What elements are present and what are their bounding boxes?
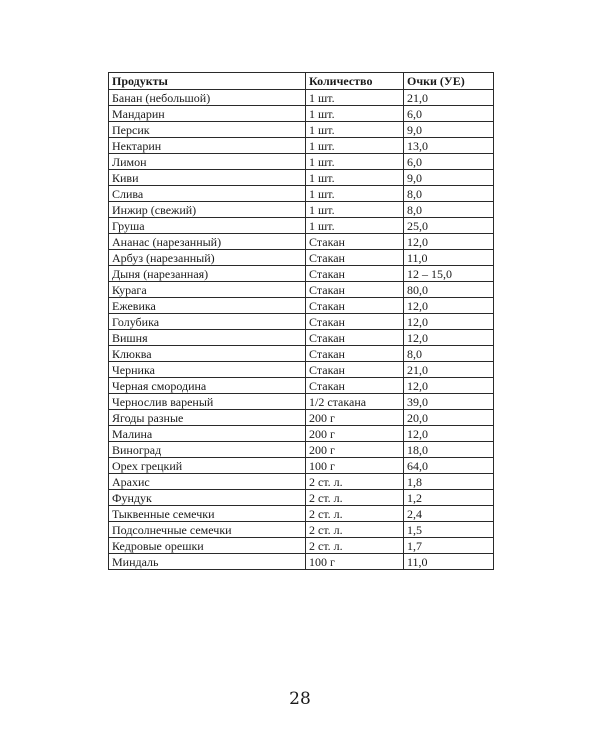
points-cell: 64,0 — [404, 458, 494, 474]
product-cell: Черная смородина — [109, 378, 306, 394]
quantity-cell: 2 ст. л. — [306, 522, 404, 538]
product-cell: Арахис — [109, 474, 306, 490]
points-cell: 8,0 — [404, 202, 494, 218]
quantity-cell: Стакан — [306, 298, 404, 314]
product-cell: Ежевика — [109, 298, 306, 314]
points-cell: 25,0 — [404, 218, 494, 234]
table-row — [109, 106, 494, 122]
points-cell: 39,0 — [404, 394, 494, 410]
header-points: Очки (УЕ) — [404, 73, 494, 90]
quantity-cell: 1 шт. — [306, 122, 404, 138]
table-row — [109, 490, 494, 506]
header-products: Продукты — [109, 73, 306, 90]
table-row — [109, 394, 494, 410]
table-row — [109, 170, 494, 186]
points-cell: 20,0 — [404, 410, 494, 426]
quantity-cell: Стакан — [306, 234, 404, 250]
product-cell: Слива — [109, 186, 306, 202]
quantity-cell: Стакан — [306, 314, 404, 330]
quantity-cell: Стакан — [306, 362, 404, 378]
product-cell: Груша — [109, 218, 306, 234]
quantity-cell: Стакан — [306, 330, 404, 346]
table-row — [109, 554, 494, 570]
table-row — [109, 538, 494, 554]
table-row — [109, 346, 494, 362]
quantity-cell: 200 г — [306, 410, 404, 426]
table-row — [109, 250, 494, 266]
points-cell: 1,8 — [404, 474, 494, 490]
product-cell: Нектарин — [109, 138, 306, 154]
quantity-cell: 1 шт. — [306, 154, 404, 170]
points-cell: 6,0 — [404, 106, 494, 122]
product-cell: Лимон — [109, 154, 306, 170]
points-cell: 12,0 — [404, 314, 494, 330]
quantity-cell: 1 шт. — [306, 170, 404, 186]
product-cell: Голубика — [109, 314, 306, 330]
points-cell: 12,0 — [404, 234, 494, 250]
page-number: 28 — [289, 689, 311, 709]
product-cell: Черника — [109, 362, 306, 378]
product-cell: Мандарин — [109, 106, 306, 122]
points-cell: 13,0 — [404, 138, 494, 154]
points-cell: 11,0 — [404, 250, 494, 266]
table-row — [109, 458, 494, 474]
quantity-cell: 200 г — [306, 442, 404, 458]
table-row — [109, 202, 494, 218]
table-row — [109, 218, 494, 234]
table-row — [109, 282, 494, 298]
product-cell: Кедровые орешки — [109, 538, 306, 554]
product-cell: Миндаль — [109, 554, 306, 570]
quantity-cell: 2 ст. л. — [306, 474, 404, 490]
points-cell: 21,0 — [404, 90, 494, 106]
header-quantity: Количество — [306, 73, 404, 90]
points-cell: 12,0 — [404, 426, 494, 442]
quantity-cell: Стакан — [306, 250, 404, 266]
quantity-cell: 100 г — [306, 554, 404, 570]
quantity-cell: 2 ст. л. — [306, 506, 404, 522]
table-row — [109, 330, 494, 346]
quantity-cell: 1/2 стакана — [306, 394, 404, 410]
quantity-cell: 1 шт. — [306, 218, 404, 234]
product-cell: Чернослив вареный — [109, 394, 306, 410]
table-row — [109, 266, 494, 282]
quantity-cell: 1 шт. — [306, 138, 404, 154]
quantity-cell: 200 г — [306, 426, 404, 442]
table-header-row — [109, 73, 494, 90]
points-cell: 12 – 15,0 — [404, 266, 494, 282]
points-cell: 1,2 — [404, 490, 494, 506]
points-cell: 18,0 — [404, 442, 494, 458]
table-row — [109, 138, 494, 154]
table-row — [109, 122, 494, 138]
table-body — [109, 90, 494, 570]
product-cell: Банан (небольшой) — [109, 90, 306, 106]
table-row — [109, 442, 494, 458]
points-cell: 1,7 — [404, 538, 494, 554]
product-cell: Курага — [109, 282, 306, 298]
table-row — [109, 186, 494, 202]
table-row — [109, 474, 494, 490]
table-row — [109, 362, 494, 378]
quantity-cell: Стакан — [306, 282, 404, 298]
product-cell: Малина — [109, 426, 306, 442]
quantity-cell: Стакан — [306, 346, 404, 362]
quantity-cell: Стакан — [306, 266, 404, 282]
points-cell: 8,0 — [404, 346, 494, 362]
product-cell: Дыня (нарезанная) — [109, 266, 306, 282]
table-row — [109, 410, 494, 426]
product-cell: Виноград — [109, 442, 306, 458]
product-cell: Подсолнечные семечки — [109, 522, 306, 538]
table-row — [109, 506, 494, 522]
product-cell: Тыквенные семечки — [109, 506, 306, 522]
product-cell: Ананас (нарезанный) — [109, 234, 306, 250]
points-cell: 21,0 — [404, 362, 494, 378]
table-row — [109, 154, 494, 170]
product-cell: Киви — [109, 170, 306, 186]
quantity-cell: 1 шт. — [306, 202, 404, 218]
points-cell: 80,0 — [404, 282, 494, 298]
points-cell: 8,0 — [404, 186, 494, 202]
quantity-cell: 100 г — [306, 458, 404, 474]
product-cell: Арбуз (нарезанный) — [109, 250, 306, 266]
quantity-cell: 1 шт. — [306, 106, 404, 122]
product-cell: Инжир (свежий) — [109, 202, 306, 218]
product-cell: Персик — [109, 122, 306, 138]
quantity-cell: 2 ст. л. — [306, 538, 404, 554]
product-cell: Ягоды разные — [109, 410, 306, 426]
product-cell: Вишня — [109, 330, 306, 346]
points-cell: 12,0 — [404, 298, 494, 314]
table-row — [109, 426, 494, 442]
table-row — [109, 522, 494, 538]
quantity-cell: 1 шт. — [306, 90, 404, 106]
points-cell: 6,0 — [404, 154, 494, 170]
product-cell: Фундук — [109, 490, 306, 506]
points-cell: 9,0 — [404, 170, 494, 186]
table-row — [109, 234, 494, 250]
points-cell: 1,5 — [404, 522, 494, 538]
quantity-cell: Стакан — [306, 378, 404, 394]
table-row — [109, 298, 494, 314]
points-cell: 2,4 — [404, 506, 494, 522]
product-cell: Орех грецкий — [109, 458, 306, 474]
points-cell: 12,0 — [404, 378, 494, 394]
points-cell: 11,0 — [404, 554, 494, 570]
points-cell: 12,0 — [404, 330, 494, 346]
quantity-cell: 1 шт. — [306, 186, 404, 202]
table-row — [109, 314, 494, 330]
points-cell: 9,0 — [404, 122, 494, 138]
food-points-table — [108, 72, 494, 570]
table-row — [109, 90, 494, 106]
table-row — [109, 378, 494, 394]
quantity-cell: 2 ст. л. — [306, 490, 404, 506]
product-cell: Клюква — [109, 346, 306, 362]
